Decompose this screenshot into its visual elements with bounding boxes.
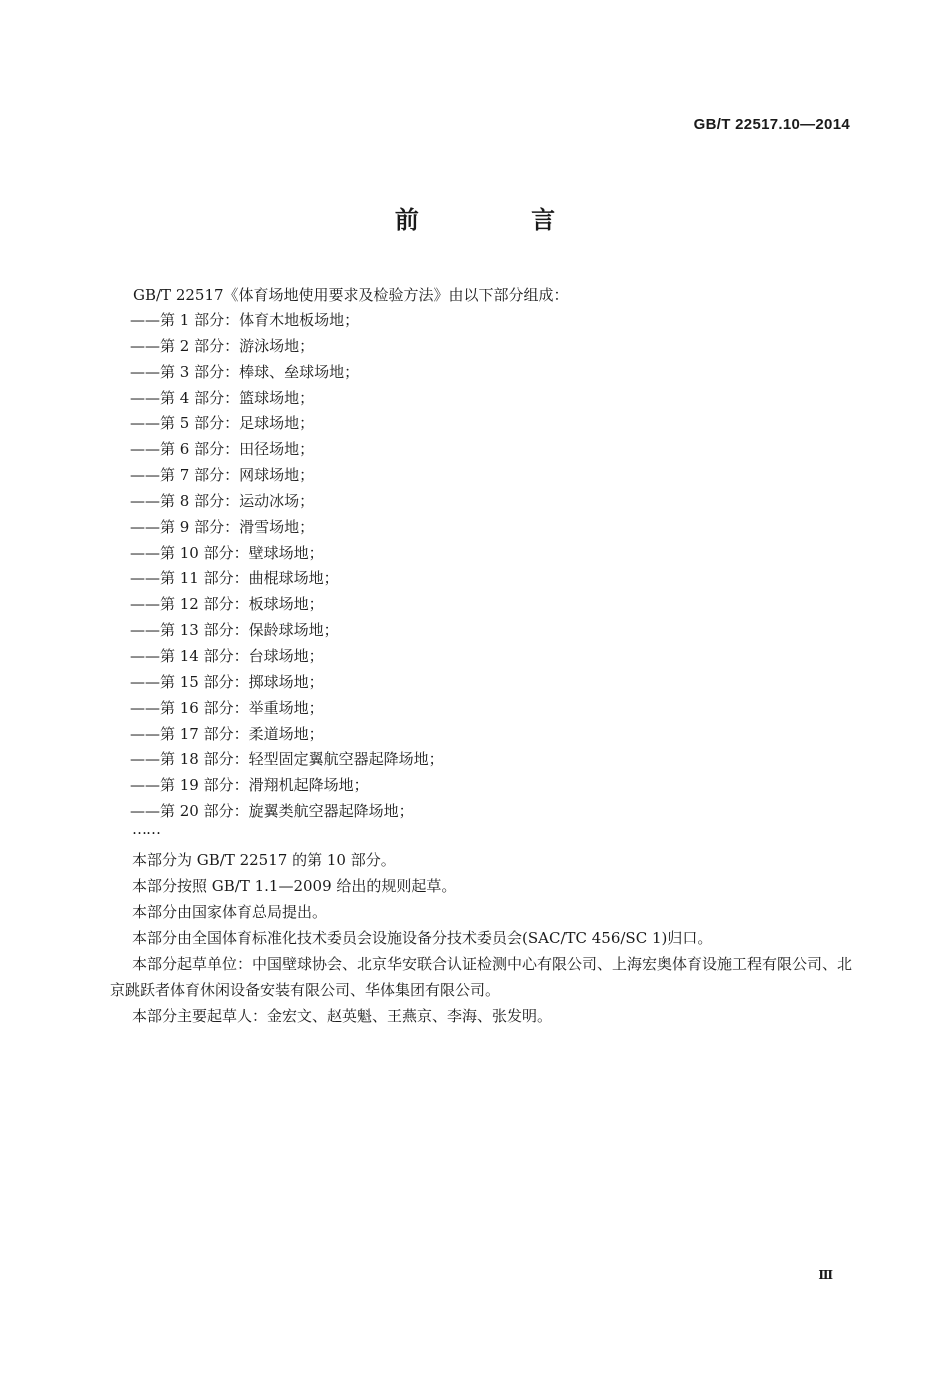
part-statement: 本部分为 GB/T 22517 的第 10 部分。 [132,851,396,869]
list-item: ——第 17 部分：柔道场地； [130,724,324,743]
proposer-statement: 本部分由国家体育总局提出。 [132,903,328,921]
drafters-statement: 本部分主要起草人：金宏文、赵英魁、王燕京、李海、张发明。 [132,1007,553,1025]
list-item: ——第 11 部分：曲棍球场地； [130,569,339,588]
list-item: ——第 18 部分：轻型固定翼航空器起降场地； [130,750,444,769]
page-number: Ⅲ [818,1268,833,1282]
list-item: ——第 10 部分：壁球场地； [130,543,324,562]
list-item: ——第 7 部分：网球场地； [130,466,315,485]
drafting-units-statement: 本部分起草单位：中国壁球协会、北京华安联合认证检测中心有限公司、上海宏奥体育设施工程有限公司、北京跳跃者体育休闲设备安装有限公司、华体集团有限公司。 [110,955,853,999]
list-item: ——第 15 部分：掷球场地； [130,672,324,691]
parts-list [130,309,444,826]
list-item: ——第 8 部分：运动冰场； [130,491,315,510]
list-item: ——第 1 部分：体育木地板场地； [130,311,360,329]
list-item: ——第 4 部分：篮球场地； [130,388,315,407]
list-item: ——第 12 部分：板球场地； [130,595,324,614]
page-title: 前 言 [394,206,608,234]
list-item: ——第 14 部分：台球场地； [130,646,324,665]
list-item: ——第 16 部分：举重场地； [130,698,324,717]
list-item: ——第 2 部分：游泳场地； [130,336,315,355]
list-item: ——第 19 部分：滑翔机起降场地； [130,776,369,795]
list-item: ——第 3 部分：棒球、垒球场地； [130,362,360,381]
list-ellipsis: …… [132,820,160,838]
list-item: ——第 20 部分：旋翼类航空器起降场地； [130,802,414,821]
list-item: ——第 9 部分：滑雪场地； [130,517,315,536]
standard-code: GB/T 22517.10—2014 [693,116,850,133]
intro-paragraph: GB/T 22517《体育场地使用要求及检验方法》由以下部分组成： [133,286,569,304]
drafting-rules-statement: 本部分按照 GB/T 1.1—2009 给出的规则起草。 [132,877,457,895]
list-item: ——第 5 部分：足球场地； [130,414,315,433]
list-item: ——第 6 部分：田径场地； [130,440,315,459]
list-item: ——第 13 部分：保龄球场地； [130,621,339,640]
committee-statement: 本部分由全国体育标准化技术委员会设施设备分技术委员会(SAC/TC 456/SC 1)归口。 [132,929,713,947]
